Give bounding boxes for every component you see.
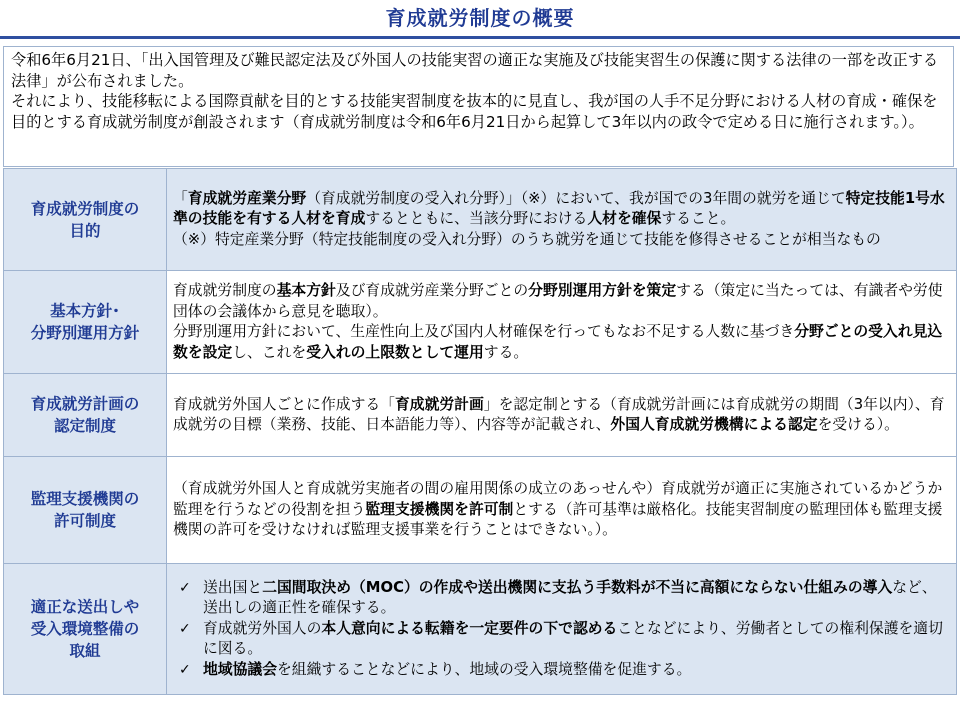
plan-text [173,395,950,436]
row-header-supervision [4,457,167,564]
title-divider [0,36,960,39]
emphasis-text: 育成就労産業分野 [187,189,307,207]
row-header-policy [4,271,167,374]
text-run: （育成就労外国人と育成就労実施者の間の雇用関係の成立のあっせんや）育成就労が適正に実施されているかどうか監理を行うなどの役割を担う [173,480,943,518]
page-title: 育成就労制度の概要 [385,6,575,30]
row-header-purpose [4,169,167,271]
checkmark-icon: ✓ [179,620,191,637]
emphasis-text: 分野ごとの受入れ見込数を設定 [173,323,943,361]
row-content-plan [167,374,957,457]
emphasis-text: 監理支援機関を許可制 [365,500,514,518]
supervision-text [173,479,950,541]
text-run: する（策定に当たっては、有識者や労使団体の会議体から意見を聴取）。 [173,282,943,320]
text-run: し、これを [232,343,307,361]
row-header-line: 基本方針･ [50,302,120,320]
text-run: 「 [173,189,188,207]
emphasis-text: 本人意向による転籍を一定要件の下で認める [321,619,618,637]
row-header-line: 育成就労制度の [30,199,140,218]
policy-text-2 [173,322,950,363]
text-run: （育成就労制度の受入れ分野）」（※）において、我が国での3年間の就労を通じて [306,189,846,207]
emphasis-text: 分野別運用方針を策定 [528,282,677,299]
text-run: を受ける）。 [817,416,899,433]
row-header-line: 監理支援機関の [30,490,140,508]
text-run: 分野別運用方針において、生産性向上及び国内人材確保を行ってもなお不足する人数に基づき [173,323,795,340]
purpose-text [173,189,950,230]
row-header-line: 認定制度 [53,417,116,435]
text-run: するとともに、当該分野における [365,210,588,228]
table-row-plan [4,374,957,457]
emphasis-text: 育成就労計画 [394,395,484,413]
row-content-environment [167,564,957,695]
emphasis-text: 受入れの上限数として運用 [306,343,484,361]
row-content-supervision [167,457,957,564]
policy-text-1 [173,281,950,322]
row-content-purpose [167,169,957,271]
text-run: を組織することなどにより、地域の受入環境整備を促進する。 [277,660,692,678]
emphasis-text: 地域協議会 [203,660,277,678]
intro-paragraph-1: 令和6年6月21日、「出入国管理及び難民認定法及び外国人の技能実習の適正な実施及び技能実習生の保護に関する法律の一部を改正する法律」が公布されました。 [11,51,939,90]
row-header-line: 分野別運用方針 [30,324,140,342]
checkmark-icon: ✓ [179,661,191,678]
emphasis-text: 外国人育成就労機構による認定 [610,416,818,433]
text-run: する。 [483,343,529,361]
text-run: 育成就労外国人ごとに作成する「 [173,395,395,413]
text-run: ことなどにより、労働者としての権利保護を適切に図る。 [203,619,943,658]
row-header-plan [4,374,167,457]
measures-list [173,578,950,681]
emphasis-text: 基本方針 [276,282,336,299]
row-header-line: 受入環境整備の [30,620,140,638]
text-run: 育成就労外国人の [203,619,322,637]
row-header-environment [4,564,167,695]
text-run: 育成就労制度の [173,282,277,299]
emphasis-text: 人材を確保 [587,210,662,228]
list-item [173,660,950,681]
row-header-line: 取組 [69,642,101,660]
text-run: すること。 [661,210,736,228]
text-run: 」を認定制とする（育成就労計画には育成就労の期間（3年以内）、育成就労の目標（業務、技能、日本語能力等）、内容等が記載され、 [173,395,945,433]
text-run: 送出国と [203,578,263,596]
text-run: とする（許可基準は厳格化。技能実習制度の監理団体も監理支援機関の許可を受けなければ監理支援事業を行うことはできない。）。 [173,500,943,539]
intro-paragraph-2: それにより、技能移転による国際貢献を目的とする技能実習制度を抜本的に見直し、我が国の人手不足分野における人材の育成・確保を目的とする育成就労制度が創設されます（育成就労制度は令和6年6月21日から起算して3年以内の政令で定める日に施行されます。）。 [11,92,938,131]
emphasis-text: 特定技能1号水準の技能を有する人材を育成 [173,189,945,228]
row-header-line: 適正な送出しや [30,598,140,616]
row-header-line: 目的 [69,221,101,240]
intro-box [3,46,954,167]
table-row-supervision [4,457,957,564]
row-content-policy [167,271,957,374]
text-run: など、送出しの適正性を確保する。 [203,578,937,617]
text-run: 及び育成就労産業分野ごとの [335,282,529,299]
purpose-note: （※）特定産業分野（特定技能制度の受入れ分野）のうち就労を通じて技能を修得させることが相当なもの [173,230,881,248]
table-row-environment [4,564,957,695]
list-item [173,578,950,619]
overview-table [3,168,957,695]
list-item [173,619,950,660]
row-header-line: 許可制度 [53,512,116,530]
table-row-purpose [4,169,957,271]
table-row-policy [4,271,957,374]
row-header-line: 育成就労計画の [30,395,140,413]
checkmark-icon: ✓ [179,579,191,596]
emphasis-text: 二国間取決め（MOC）の作成や送出機関に支払う手数料が不当に高額にならない仕組みの導入 [262,578,893,596]
